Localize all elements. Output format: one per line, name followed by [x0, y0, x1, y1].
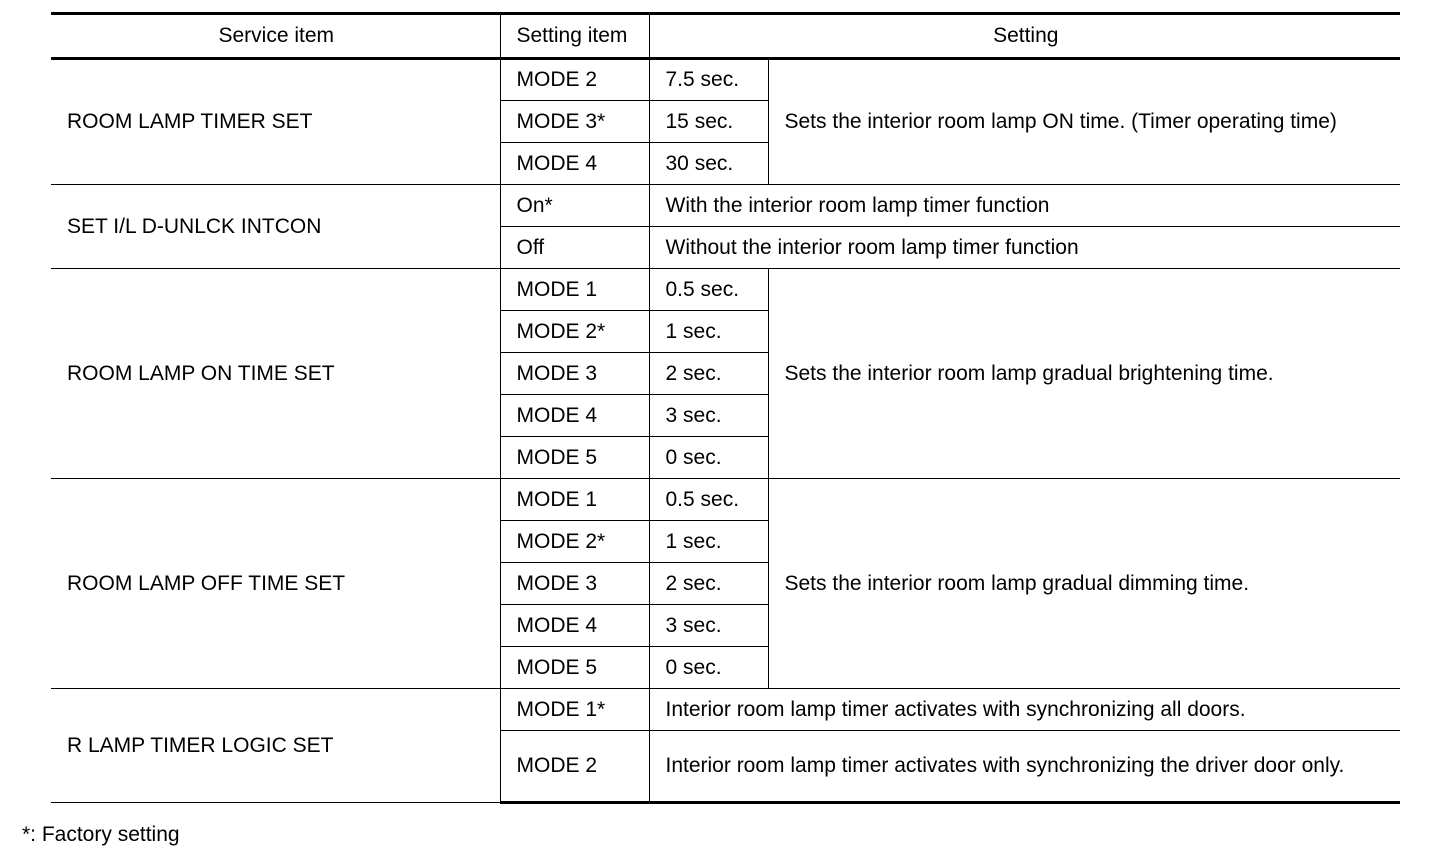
service-room-lamp-off-time-set: ROOM LAMP OFF TIME SET	[51, 479, 500, 689]
header-setting: Setting	[649, 14, 1400, 59]
mode-cell: MODE 5	[500, 437, 649, 479]
description-cell: Interior room lamp timer activates with synchronizing the driver door only.	[649, 731, 1400, 803]
mode-cell: MODE 3	[500, 353, 649, 395]
description-cell: Sets the interior room lamp gradual brightening time.	[768, 269, 1400, 479]
value-cell: 0 sec.	[649, 647, 768, 689]
mode-cell: MODE 5	[500, 647, 649, 689]
table-row	[51, 689, 1400, 731]
service-settings-table	[51, 12, 1400, 804]
mode-cell: MODE 1	[500, 479, 649, 521]
value-cell: 3 sec.	[649, 605, 768, 647]
option-cell: Off	[500, 227, 649, 269]
value-cell: 2 sec.	[649, 563, 768, 605]
mode-cell: MODE 1	[500, 269, 649, 311]
mode-cell: MODE 3*	[500, 101, 649, 143]
value-cell: 0 sec.	[649, 437, 768, 479]
value-cell: 3 sec.	[649, 395, 768, 437]
header-row	[51, 14, 1400, 59]
value-cell: 0.5 sec.	[649, 479, 768, 521]
description-cell: With the interior room lamp timer function	[649, 185, 1400, 227]
description-cell: Interior room lamp timer activates with synchronizing all doors.	[649, 689, 1400, 731]
description-cell: Without the interior room lamp timer function	[649, 227, 1400, 269]
mode-cell: MODE 4	[500, 395, 649, 437]
service-room-lamp-timer-set: ROOM LAMP TIMER SET	[51, 59, 500, 185]
service-room-lamp-on-time-set: ROOM LAMP ON TIME SET	[51, 269, 500, 479]
table-row	[51, 185, 1400, 227]
mode-cell: MODE 2*	[500, 311, 649, 353]
mode-cell: MODE 4	[500, 605, 649, 647]
footnote: *: Factory setting	[22, 823, 180, 846]
table-row	[51, 59, 1400, 101]
mode-cell: MODE 2*	[500, 521, 649, 563]
table-row	[51, 479, 1400, 521]
header-service-item: Service item	[51, 14, 500, 59]
value-cell: 2 sec.	[649, 353, 768, 395]
value-cell: 1 sec.	[649, 311, 768, 353]
description-cell: Sets the interior room lamp ON time. (Timer operating time)	[768, 59, 1400, 185]
service-set-il-d-unlck-intcon: SET I/L D-UNLCK INTCON	[51, 185, 500, 269]
option-cell: MODE 1*	[500, 689, 649, 731]
header-setting-item: Setting item	[500, 14, 649, 59]
mode-cell: MODE 2	[500, 59, 649, 101]
value-cell: 30 sec.	[649, 143, 768, 185]
service-r-lamp-timer-logic-set: R LAMP TIMER LOGIC SET	[51, 689, 500, 803]
description-cell: Sets the interior room lamp gradual dimming time.	[768, 479, 1400, 689]
value-cell: 7.5 sec.	[649, 59, 768, 101]
option-cell: MODE 2	[500, 731, 649, 803]
value-cell: 0.5 sec.	[649, 269, 768, 311]
value-cell: 15 sec.	[649, 101, 768, 143]
mode-cell: MODE 4	[500, 143, 649, 185]
value-cell: 1 sec.	[649, 521, 768, 563]
table-row	[51, 269, 1400, 311]
mode-cell: MODE 3	[500, 563, 649, 605]
option-cell: On*	[500, 185, 649, 227]
